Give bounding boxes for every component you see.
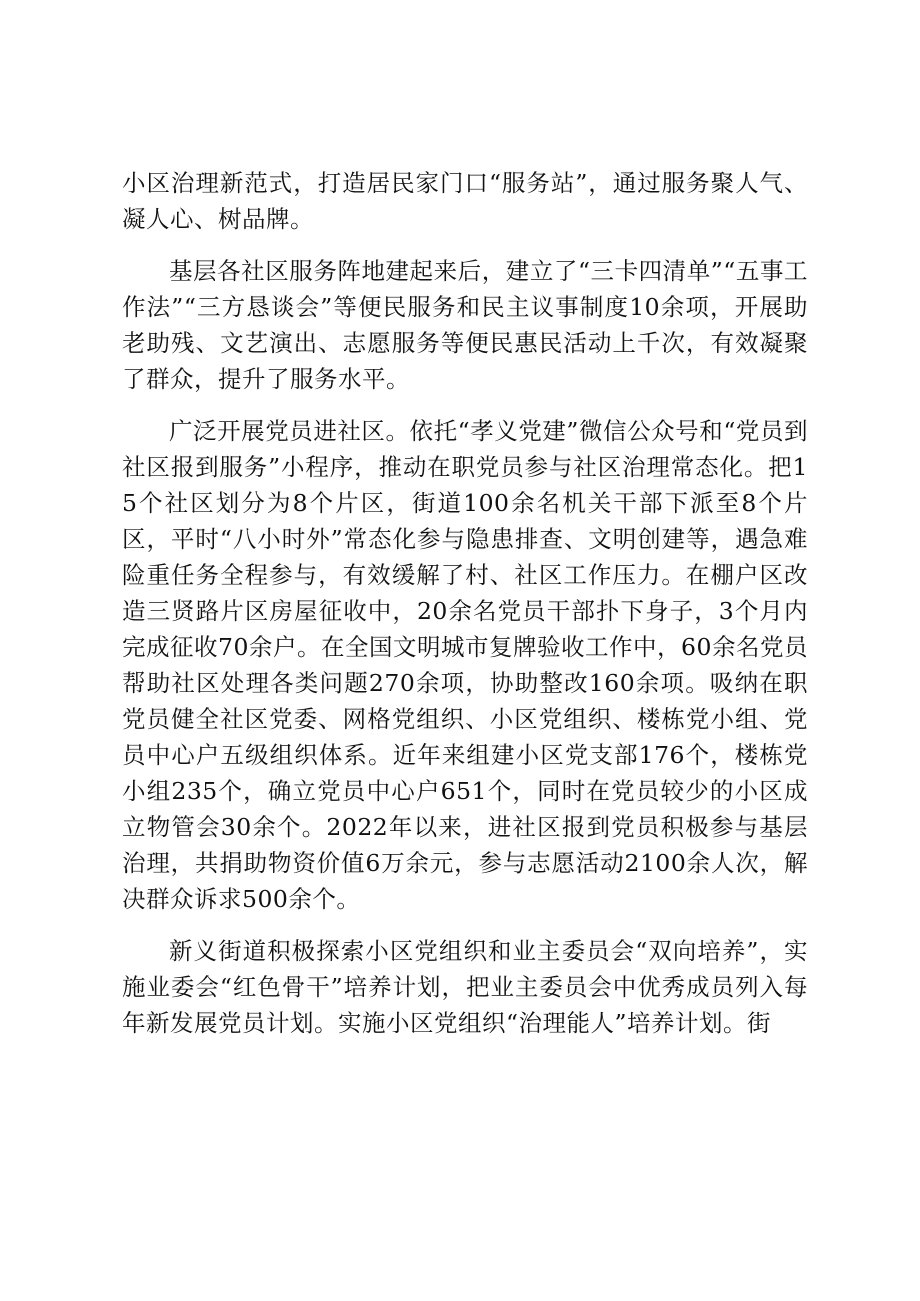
paragraph-continuation: 小区治理新范式，打造居民家门口“服务站”，通过服务聚人气、凝人心、树品牌。 xyxy=(122,169,808,233)
paragraph-party-members-community: 广泛开展党员进社区。依托“孝义党建”微信公众号和“党员到社区报到服务”小程序，推动在职党员参与社区治理常态化。把15个社区划分为8个片区，街道100余名机关干部下派至8个片区，平时“八小时外”常态化参与隐患排查、文明创建等，遇急难险重任务全程参与，有效缓解了村、社区工作压力。在棚户区改造三贤路片区房屋征收中，20余名党员干部扑下身子，3个月内完成征收70余户。在全国文明城市复牌验收工作中，60余名党员帮助社区处理各类问题270余项，协助整改160余项。吸纳在职党员健全社区党委、网格党组织、小区党组织、楼栋党小组、党员中心户五级组织体系。近年来组建小区党支部176个，楼栋党小组235个，确立党员中心户651个，同时在党员较少的小区成立物管会30余个。2022年以来，进社区报到党员积极参与基层治理，共捐助物资价值6万余元，参与志愿活动2100余人次，解决群众诉求500余个。 xyxy=(122,417,808,913)
paragraph-service-system: 基层各社区服务阵地建起来后，建立了“三卡四清单”“五事工作法”“三方恳谈会”等便民服务和民主议事制度10余项，开展助老助残、文艺演出、志愿服务等便民惠民活动上千次，有效凝聚了群众，提升了服务水平。 xyxy=(122,257,808,393)
document-body xyxy=(122,165,808,1041)
paragraph-dual-training: 新义街道积极探索小区党组织和业主委员会“双向培养”，实施业委会“红色骨干”培养计划，把业主委员会中优秀成员列入每年新发展党员计划。实施小区党组织“治理能人”培养计划。街 xyxy=(122,937,808,1037)
